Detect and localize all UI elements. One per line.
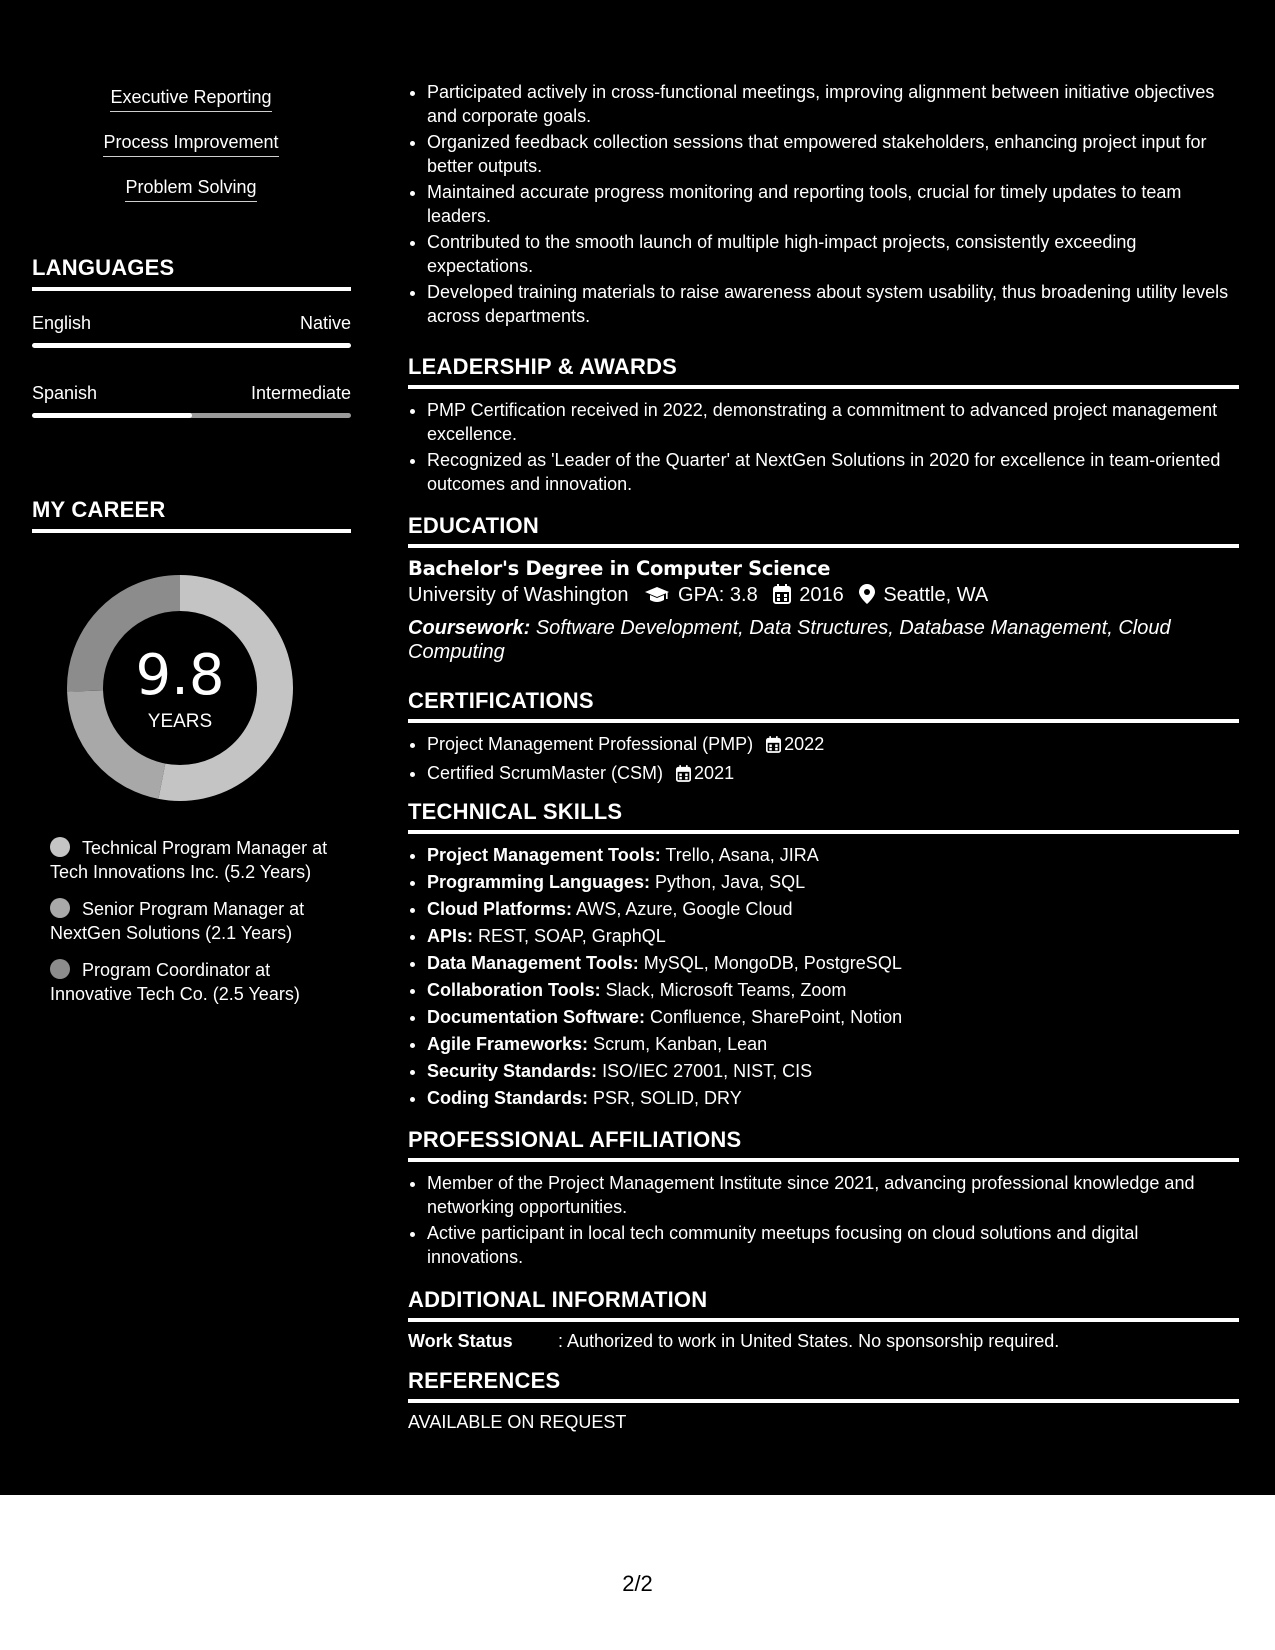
technical-skill-item [427,978,1239,1003]
technical-skill-item [427,1005,1239,1030]
skill-values: Scrum, Kanban, Lean [593,1034,768,1054]
education-meta-line [408,584,1239,610]
work-status-row [408,1331,1239,1352]
skill-values: Python, Java, SQL [655,872,806,892]
skill-values: PSR, SOLID, DRY [593,1088,742,1108]
experience-bullet: • Contributed to the smooth launch of multiple high-impact projects, consistently exceeding expectations. [427,230,1239,278]
technical-skill-item [427,1032,1239,1057]
affiliation-item: • Member of the Project Management Institute since 2021, advancing professional knowledge and networking opportunities. [427,1171,1239,1219]
skill-values: MySQL, MongoDB, PostgreSQL [643,953,902,973]
section-heading: LEADERSHIP & AWARDS [408,354,1239,389]
skill-tag [32,132,350,157]
experience-bullet-list [408,80,1239,328]
coursework-value: Software Development, Data Structures, Database Management, Cloud Computing [408,617,1171,663]
skill-category: Agile Frameworks: [427,1034,589,1054]
experience-bullet: • Maintained accurate progress monitoring and reporting tools, crucial for timely updates to team leaders. [427,180,1239,228]
skill-category: Coding Standards: [427,1088,588,1108]
language-name: English [32,313,92,333]
skill-tag-label: Problem Solving [125,177,256,202]
language-proficiency-fill [32,413,192,418]
experience-bullets-section [408,80,1239,330]
section-heading: TECHNICAL SKILLS [408,799,1239,834]
section-heading: CERTIFICATIONS [408,688,1239,723]
skill-category: Programming Languages: [427,872,651,892]
skill-values: Slack, Microsoft Teams, Zoom [605,980,847,1000]
language-proficiency-fill [32,343,351,348]
career-donut-chart [65,573,295,803]
skill-category: Collaboration Tools: [427,980,601,1000]
language-row [32,313,351,334]
certification-item [427,732,1239,759]
career-item-label: Program Coordinator at Innovative Tech Co. (2.5 Years) [50,960,300,1004]
references-section [408,1368,1239,1433]
skill-tag [32,177,350,202]
technical-skill-item [427,1086,1239,1111]
career-item [50,836,330,884]
skill-tag [32,87,350,112]
language-proficiency-bar [32,343,351,348]
career-dot-icon [50,837,70,857]
donut-center [65,573,295,803]
technical-skill-item [427,843,1239,868]
leadership-item: • PMP Certification received in 2022, demonstrating a commitment to advanced project management excellence. [427,398,1239,446]
skill-tag-label: Executive Reporting [110,87,271,112]
technical-skill-item [427,951,1239,976]
experience-bullet: • Developed training materials to raise awareness about system usability, thus broadening utility levels across departments. [427,280,1239,328]
calendar-icon [773,584,791,610]
skill-category: Cloud Platforms: [427,899,573,919]
technical-skill-item [427,1059,1239,1084]
affiliations-section [408,1127,1239,1271]
section-heading: REFERENCES [408,1368,1239,1403]
technical-skill-item [427,897,1239,922]
affiliations-list [408,1171,1239,1269]
education-school: University of Washington [408,584,629,606]
career-dot-icon [50,959,70,979]
leadership-section [408,354,1239,498]
sidebar [0,0,382,1495]
section-heading: EDUCATION [408,513,1239,548]
career-total-unit: YEARS [147,711,213,732]
skill-category: Documentation Software: [427,1007,646,1027]
skill-values: REST, SOAP, GraphQL [478,926,666,946]
certification-year-wrap [766,734,824,754]
career-item-label: Senior Program Manager at NextGen Solutions (2.1 Years) [50,899,305,943]
language-name: Spanish [32,383,98,403]
certification-year-wrap [676,763,734,783]
skill-category: Project Management Tools: [427,845,661,865]
skill-values: ISO/IEC 27001, NIST, CIS [602,1061,813,1081]
language-level: Intermediate [250,383,351,403]
experience-bullet: • Participated actively in cross-functional meetings, improving alignment between initiative objectives and corporate goals. [427,80,1239,128]
experience-bullet: • Organized feedback collection sessions that empowered stakeholders, enhancing project input for better outputs. [427,130,1239,178]
section-heading: PROFESSIONAL AFFILIATIONS [408,1127,1239,1162]
skill-category: Data Management Tools: [427,953,639,973]
education-section [408,513,1239,664]
additional-info-section [408,1287,1239,1352]
skill-values: Trello, Asana, JIRA [665,845,819,865]
certification-year: 2022 [784,734,825,754]
technical-skills-section [408,799,1239,1113]
technical-skills-list [408,843,1239,1111]
section-heading: ADDITIONAL INFORMATION [408,1287,1239,1322]
certifications-section [408,688,1239,790]
skill-category: Security Standards: [427,1061,598,1081]
language-level: Native [299,313,351,333]
skill-tag-label: Process Improvement [103,132,278,157]
work-status-value: : Authorized to work in United States. No sponsorship required. [558,1331,1060,1351]
map-pin-icon [859,584,875,610]
certification-name: Certified ScrumMaster (CSM) [427,763,664,783]
technical-skill-item [427,924,1239,949]
work-status-label: Work Status [408,1331,513,1351]
leadership-item: • Recognized as 'Leader of the Quarter' at NextGen Solutions in 2020 for excellence in team-oriented outcomes and innovation. [427,448,1239,496]
career-dot-icon [50,898,70,918]
education-gpa: GPA: 3.8 [678,584,758,606]
languages-heading: LANGUAGES [32,255,351,291]
education-degree: Bachelor's Degree in Computer Science [408,557,831,580]
career-list [50,836,330,1019]
language-proficiency-bar [32,413,351,418]
page-number: 2/2 [622,1571,653,1596]
technical-skill-item [427,870,1239,895]
skill-category: APIs: [427,926,474,946]
certification-year: 2021 [694,763,735,783]
education-year: 2016 [799,584,844,606]
coursework-label: Coursework: [408,617,531,639]
leadership-list [408,398,1239,496]
career-item-label: Technical Program Manager at Tech Innovations Inc. (5.2 Years) [50,838,328,882]
references-text: AVAILABLE ON REQUEST [408,1412,627,1432]
certification-name: Project Management Professional (PMP) [427,734,754,754]
education-location: Seattle, WA [883,584,989,606]
career-item [50,897,330,945]
career-heading: MY CAREER [32,497,351,533]
calendar-icon [676,764,691,788]
affiliation-item: • Active participant in local tech community meetups focusing on cloud solutions and digital innovations. [427,1221,1239,1269]
skill-values: Confluence, SharePoint, Notion [650,1007,903,1027]
education-coursework [408,616,1239,664]
skill-values: AWS, Azure, Google Cloud [576,899,793,919]
certification-item [427,761,1239,788]
certification-list [408,732,1239,788]
language-row [32,383,351,404]
calendar-icon [766,735,781,759]
graduation-cap-icon [644,586,670,610]
career-item [50,958,330,1006]
career-total-years: 9.8 [135,643,225,708]
